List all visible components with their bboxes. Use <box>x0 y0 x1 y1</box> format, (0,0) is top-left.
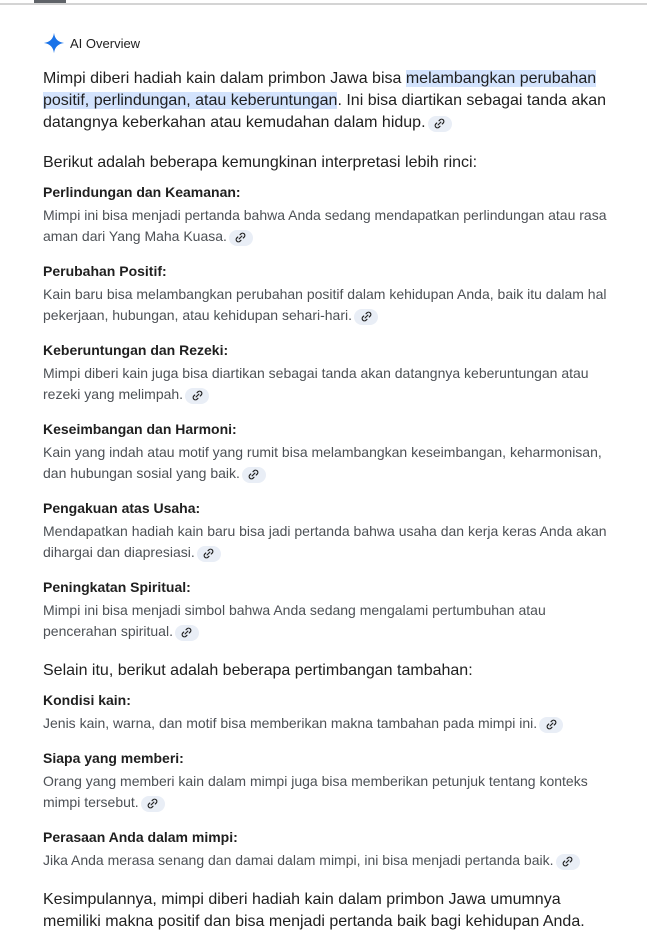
item-title: Pengakuan atas Usaha: <box>43 500 201 516</box>
overview-content <box>43 68 618 933</box>
item-desc: Kain baru bisa melambangkan perubahan positif dalam kehidupan Anda, baik itu dalam hal pekerjaan, hubungan, atau kehidupan sehari-hari. <box>43 286 607 323</box>
section-heading-considerations: Selain itu, berikut adalah beberapa pertimbangan tambahan: <box>43 662 473 679</box>
link-icon <box>147 798 158 809</box>
item-title: Keseimbangan dan Harmoni: <box>43 421 237 437</box>
ai-overview-header <box>43 32 140 54</box>
link-icon <box>203 548 214 559</box>
top-tab-indicator <box>34 0 66 3</box>
item-title: Keberuntungan dan Rezeki: <box>43 342 229 358</box>
item-desc: Kain yang indah atau motif yang rumit bisa melambangkan keseimbangan, keharmonisan, dan hubungan sosial yang baik. <box>43 444 602 481</box>
item-title: Perlindungan dan Keamanan: <box>43 184 241 200</box>
item-title: Peningkatan Spiritual: <box>43 579 191 595</box>
item-title: Siapa yang memberi: <box>43 750 184 766</box>
source-link-chip[interactable] <box>197 546 221 562</box>
source-link-chip[interactable] <box>354 309 378 325</box>
item-desc: Mimpi ini bisa menjadi simbol bahwa Anda sedang mengalami pertumbuhan atau pencerahan spiritual. <box>43 602 546 639</box>
link-icon <box>235 232 246 243</box>
item-desc: Mimpi diberi kain juga bisa diartikan sebagai tanda akan datangnya keberuntungan atau rezeki yang melimpah. <box>43 365 589 402</box>
conclusion-paragraph: Kesimpulannya, mimpi diberi hadiah kain dalam primbon Jawa umumnya memiliki makna positif dan bisa menjadi pertanda baik bagi kehidupan Anda. <box>43 891 585 930</box>
item-desc: Mendapatkan hadiah kain baru bisa jadi pertanda bahwa usaha dan kerja keras Anda akan dihargai dan diapresiasi. <box>43 523 607 560</box>
source-link-chip[interactable] <box>428 116 452 132</box>
source-link-chip[interactable] <box>141 796 165 812</box>
top-divider <box>0 3 647 5</box>
source-link-chip[interactable] <box>175 625 199 641</box>
intro-text-before: Mimpi diberi hadiah kain dalam primbon Jawa bisa <box>43 70 406 87</box>
sparkle-icon <box>43 32 65 54</box>
item-desc: Jika Anda merasa senang dan damai dalam mimpi, ini bisa menjadi pertanda baik. <box>43 850 618 871</box>
intro-text-after: . Ini bisa diartikan sebagai tanda akan datangnya keberkahan atau kemudahan dalam hidup. <box>43 92 607 131</box>
source-link-chip[interactable] <box>242 467 266 483</box>
intro-highlight: melambangkan perubahan positif, perlindungan, atau keberuntungan <box>43 70 597 109</box>
item-desc: Jenis kain, warna, dan motif bisa memberikan makna tambahan pada mimpi ini. <box>43 713 618 734</box>
source-link-chip[interactable] <box>185 388 209 404</box>
link-icon <box>181 627 192 638</box>
item-title: Kondisi kain: <box>43 692 131 708</box>
link-icon <box>546 719 557 730</box>
item-desc: Orang yang memberi kain dalam mimpi juga bisa memberikan petunjuk tentang konteks mimpi tersebut. <box>43 773 588 810</box>
source-link-chip[interactable] <box>539 717 563 733</box>
link-icon <box>248 469 259 480</box>
intro-paragraph <box>43 68 618 134</box>
link-icon <box>434 118 445 129</box>
source-link-chip[interactable] <box>229 230 253 246</box>
link-icon <box>192 390 203 401</box>
link-icon <box>361 311 372 322</box>
consideration-list <box>43 691 618 871</box>
link-icon <box>562 856 573 867</box>
ai-overview-title: AI Overview <box>70 35 141 51</box>
item-title: Perubahan Positif: <box>43 263 167 279</box>
source-link-chip[interactable] <box>556 854 580 870</box>
item-title: Perasaan Anda dalam mimpi: <box>43 829 238 845</box>
interpretation-list <box>43 183 618 642</box>
section-heading-interpretations: Berikut adalah beberapa kemungkinan interpretasi lebih rinci: <box>43 154 478 171</box>
item-desc: Mimpi ini bisa menjadi pertanda bahwa Anda sedang mendapatkan perlindungan atau rasa aman dari Yang Maha Kuasa. <box>43 207 607 244</box>
